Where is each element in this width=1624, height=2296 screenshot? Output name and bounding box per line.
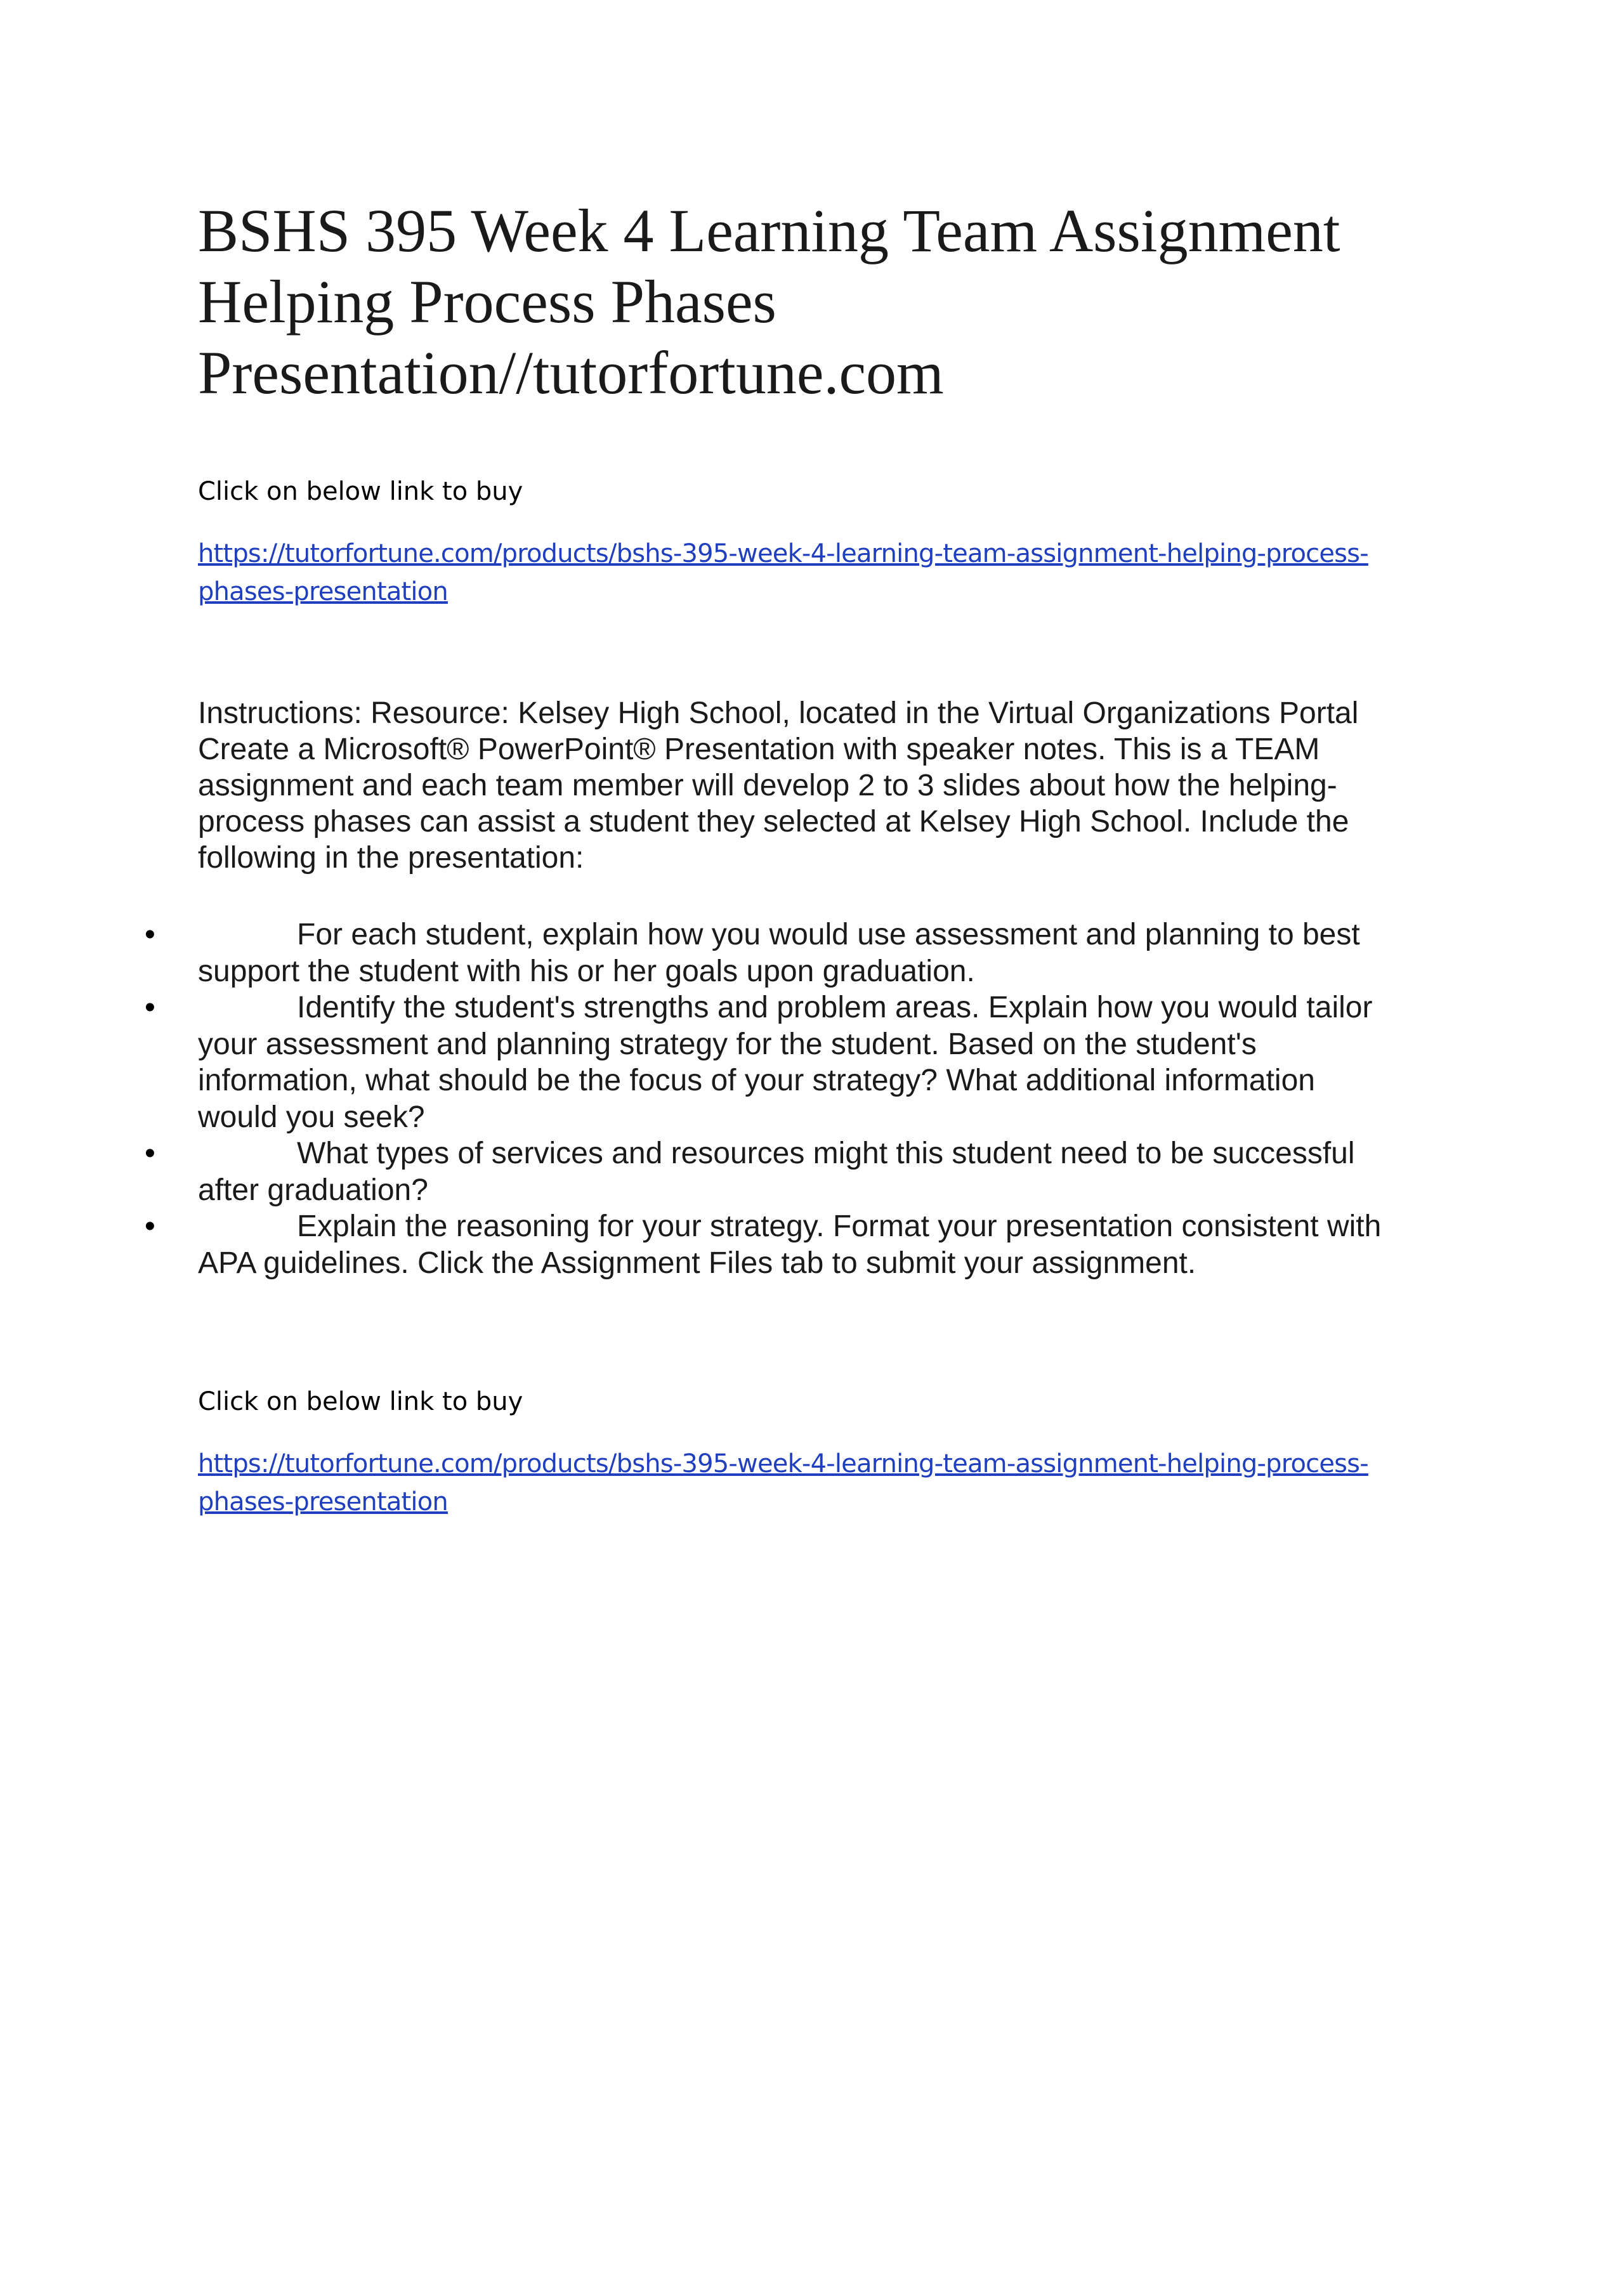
list-item-line: APA guidelines. Click the Assignment Files tab to submit your assignment.	[198, 1246, 1196, 1280]
title-line-2: Helping Process Phases	[198, 268, 776, 336]
product-link-bottom-line-2[interactable]: phases-presentation	[198, 1487, 448, 1517]
product-link-top-line-1[interactable]: https://tutorfortune.com/products/bshs-395-week-4-learning-team-assignment-helping-process-	[198, 539, 1368, 568]
instructions-line: following in the presentation:	[198, 841, 584, 875]
title-line-1: BSHS 395 Week 4 Learning Team Assignment	[198, 197, 1340, 264]
instructions-line: process phases can assist a student they selected at Kelsey High School. Include the	[198, 805, 1349, 838]
bullet-icon: •	[145, 991, 155, 1024]
list-item-line: For each student, explain how you would use assessment and planning to best	[297, 918, 1360, 951]
product-link-bottom[interactable]	[198, 1445, 1467, 1521]
instructions-line: assignment and each team member will develop 2 to 3 slides about how the helping-	[198, 769, 1337, 802]
page-title	[198, 195, 1467, 408]
buy-label-top: Click on below link to buy	[198, 477, 523, 506]
bullet-icon: •	[145, 918, 155, 951]
instructions-line: Create a Microsoft® PowerPoint® Presentation with speaker notes. This is a TEAM	[198, 733, 1320, 766]
requirements-list	[0, 916, 1624, 1281]
instructions-line: Instructions: Resource: Kelsey High School, located in the Virtual Organizations Portal	[198, 696, 1359, 730]
list-item-line: Identify the student's strengths and problem areas. Explain how you would tailor	[297, 991, 1373, 1024]
title-line-3: Presentation//tutorfortune.com	[198, 339, 944, 407]
list-item	[0, 1208, 1624, 1281]
product-link-top[interactable]	[198, 535, 1467, 611]
list-item	[0, 916, 1624, 989]
list-item-line: support the student with his or her goals upon graduation.	[198, 954, 975, 988]
list-item-line: your assessment and planning strategy for the student. Based on the student's	[198, 1027, 1257, 1061]
product-link-bottom-line-1[interactable]: https://tutorfortune.com/products/bshs-395-week-4-learning-team-assignment-helping-process-	[198, 1449, 1368, 1478]
bullet-icon: •	[145, 1210, 155, 1243]
buy-label-bottom: Click on below link to buy	[198, 1387, 523, 1416]
list-item-line: would you seek?	[198, 1100, 425, 1134]
instructions-paragraph	[198, 695, 1467, 876]
product-link-top-line-2[interactable]: phases-presentation	[198, 577, 448, 606]
list-item-line: information, what should be the focus of your strategy? What additional information	[198, 1064, 1315, 1097]
list-item	[0, 989, 1624, 1135]
list-item-line: after graduation?	[198, 1173, 428, 1207]
list-item-line: Explain the reasoning for your strategy. Format your presentation consistent with	[297, 1210, 1382, 1243]
bullet-icon: •	[145, 1137, 155, 1170]
list-item	[0, 1135, 1624, 1208]
list-item-line: What types of services and resources might this student need to be successful	[297, 1137, 1355, 1170]
